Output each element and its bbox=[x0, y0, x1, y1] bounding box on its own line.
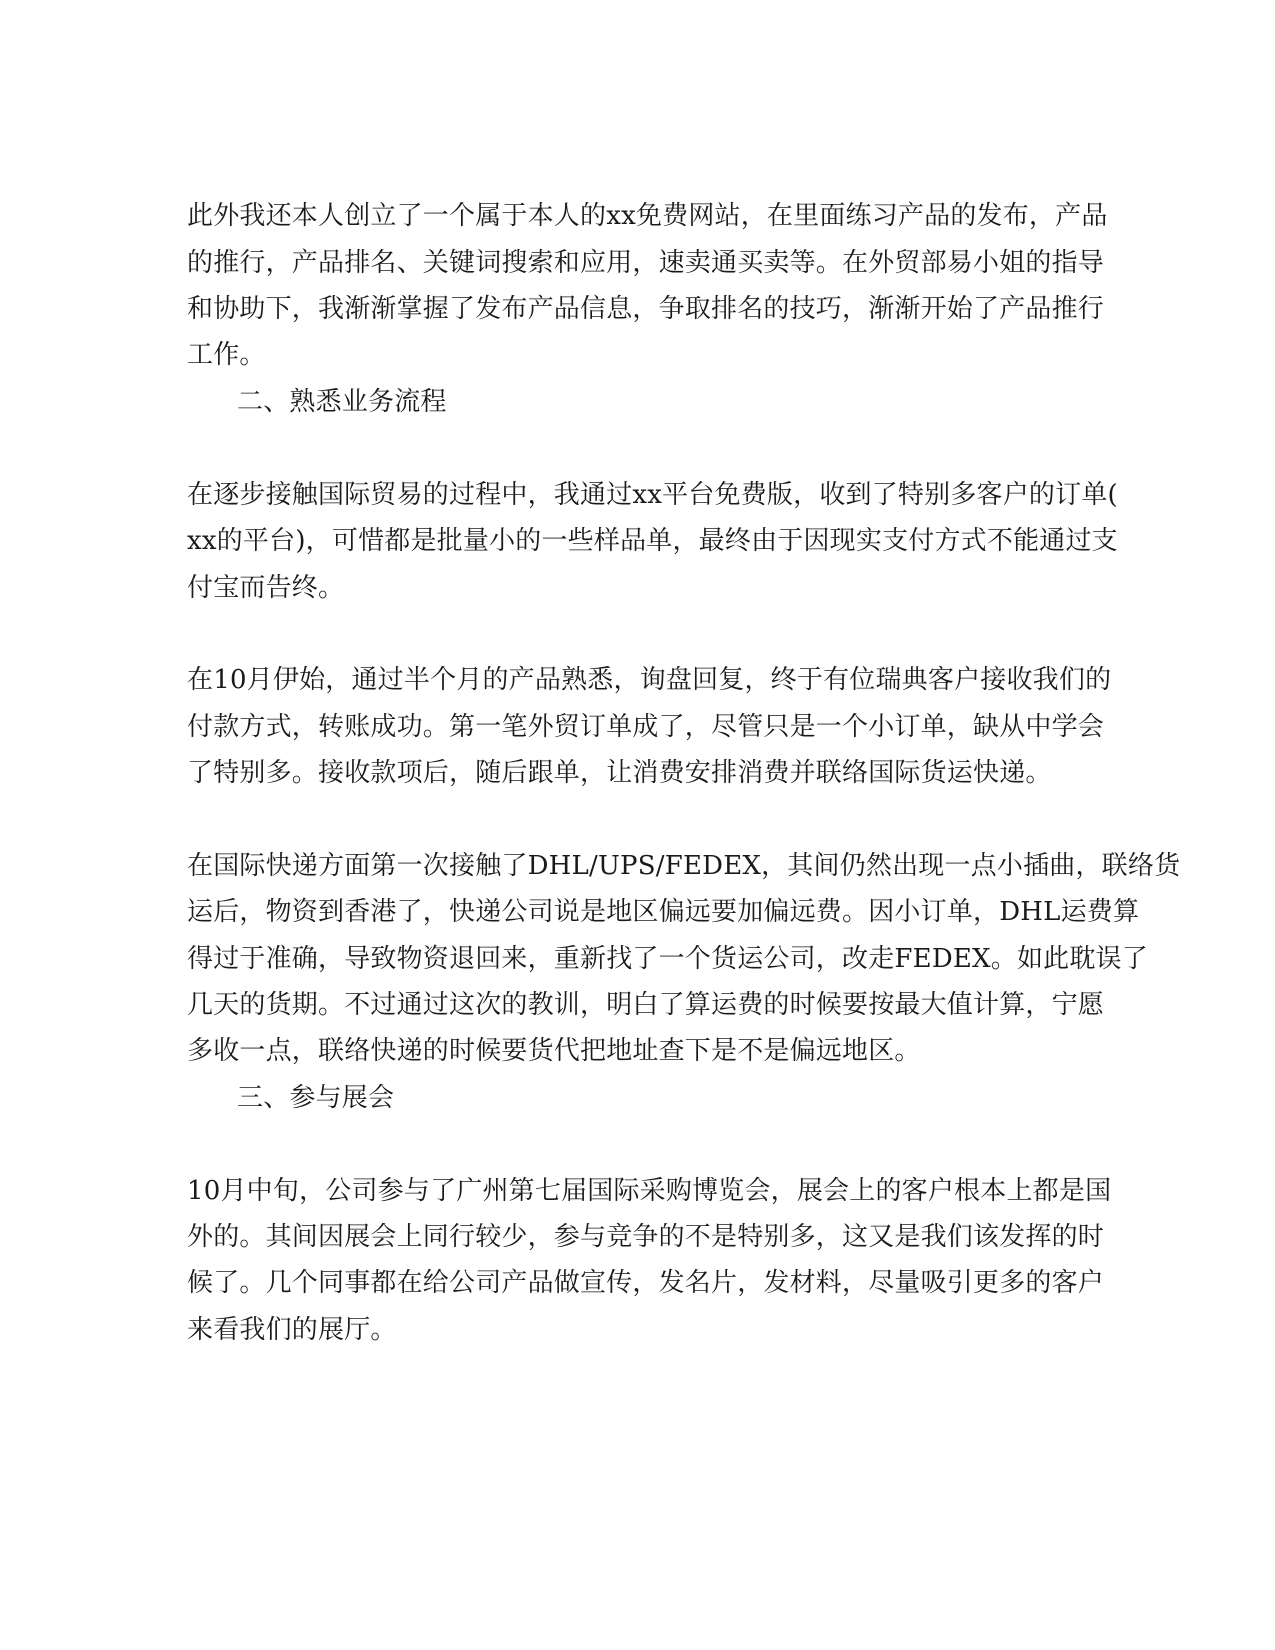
paragraph-line: 在国际快递方面第一次接触了DHL/UPS/FEDEX，其间仍然出现一点小插曲，联络货 bbox=[187, 851, 1181, 881]
paragraph-line: 付宝而告终。 bbox=[187, 573, 345, 603]
paragraph-line: 运后，物资到香港了，快递公司说是地区偏远要加偏远费。因小订单，DHL运费算 bbox=[187, 897, 1140, 927]
paragraph-line: 付款方式，转账成功。第一笔外贸订单成了，尽管只是一个小订单，缺从中学会 bbox=[187, 712, 1105, 742]
paragraph-line: 工作。 bbox=[187, 340, 266, 370]
paragraph-line: 10月中旬，公司参与了广州第七届国际采购博览会，展会上的客户根本上都是国 bbox=[187, 1176, 1112, 1206]
section-heading: 二、熟悉业务流程 bbox=[237, 387, 447, 417]
section-heading: 三、参与展会 bbox=[237, 1083, 395, 1113]
paragraph-line: 的推行，产品排名、关键词搜索和应用，速卖通买卖等。在外贸部易小姐的指导 bbox=[187, 248, 1105, 278]
paragraph-line: 来看我们的展厅。 bbox=[187, 1315, 397, 1345]
paragraph-line: 和协助下，我渐渐掌握了发布产品信息，争取排名的技巧，渐渐开始了产品推行 bbox=[187, 294, 1105, 324]
paragraph-line: 得过于准确，导致物资退回来，重新找了一个货运公司，改走FEDEX。如此耽误了 bbox=[187, 944, 1148, 974]
paragraph-line: 几天的货期。不过通过这次的教训，明白了算运费的时候要按最大值计算，宁愿 bbox=[187, 990, 1105, 1020]
paragraph-line: 候了。几个同事都在给公司产品做宣传，发名片，发材料，尽量吸引更多的客户 bbox=[187, 1268, 1105, 1298]
paragraph-line: 了特别多。接收款项后，随后跟单，让消费安排消费并联络国际货运快递。 bbox=[187, 758, 1052, 788]
paragraph-line: 在逐步接触国际贸易的过程中，我通过xx平台免费版，收到了特别多客户的订单( bbox=[187, 480, 1118, 510]
paragraph-line: 此外我还本人创立了一个属于本人的xx免费网站，在里面练习产品的发布，产品 bbox=[187, 201, 1108, 231]
paragraph-line: xx的平台)，可惜都是批量小的一些样品单，最终由于因现实支付方式不能通过支 bbox=[187, 526, 1118, 556]
paragraph-line: 在10月伊始，通过半个月的产品熟悉，询盘回复，终于有位瑞典客户接收我们的 bbox=[187, 665, 1112, 695]
paragraph-line: 多收一点，联络快递的时候要货代把地址查下是不是偏远地区。 bbox=[187, 1036, 921, 1066]
paragraph-line: 外的。其间因展会上同行较少，参与竞争的不是特别多，这又是我们该发挥的时 bbox=[187, 1222, 1105, 1252]
